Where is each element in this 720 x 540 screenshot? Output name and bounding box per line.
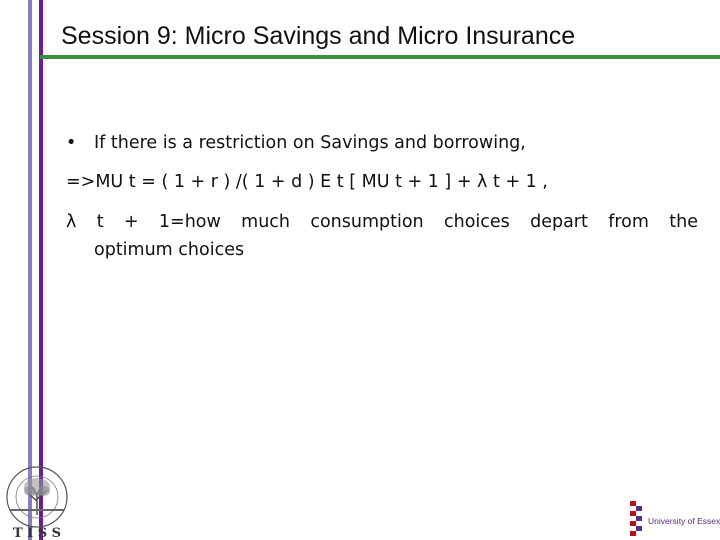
essex-logo [626, 499, 720, 540]
bullet-text: If there is a restriction on Savings and borrowing, [94, 133, 526, 153]
tiss-logo-text: T I S S [12, 526, 62, 540]
slide-title: Session 9: Micro Savings and Micro Insurance [61, 22, 576, 50]
tiss-logo [0, 463, 74, 540]
lambda-definition [66, 208, 698, 264]
left-accent-bar-dark [39, 0, 43, 540]
lambda-definition-line-1: λ t + 1=how much consumption choices depart from the [66, 212, 698, 232]
left-accent-bar-light [28, 0, 32, 540]
euler-equation: =>MU t = ( 1 + r ) /( 1 + d ) E t [ MU t + 1 ] + λ t + 1 , [66, 172, 548, 192]
lambda-definition-line-2: optimum choices [94, 240, 245, 260]
title-underline [40, 55, 720, 59]
bullet-symbol: • [66, 133, 77, 153]
bullet-item [66, 133, 698, 153]
essex-logo-text: University of Essex [648, 516, 720, 526]
